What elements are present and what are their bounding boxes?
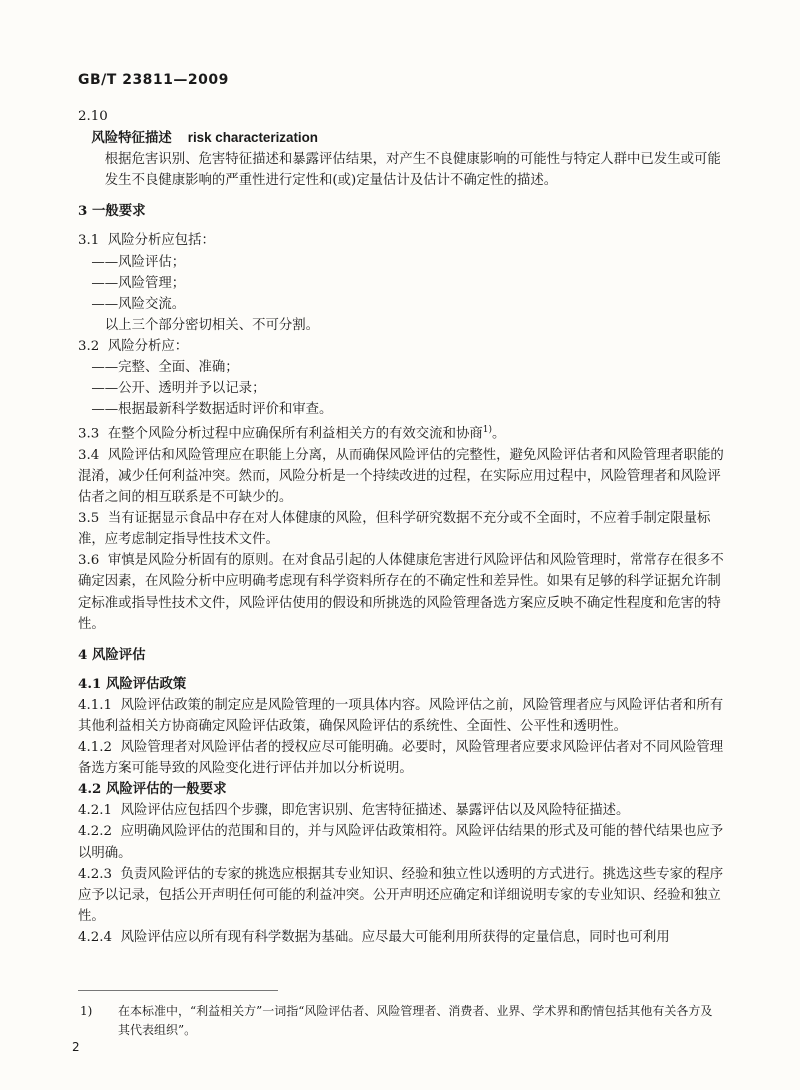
section-heading-4: 4 风险评估 — [78, 646, 146, 663]
clause-end: 。 — [492, 426, 506, 442]
clause-number: 3.4 — [78, 447, 100, 463]
footnote-mark: 1) — [80, 1004, 93, 1018]
clause-4-2-3 — [78, 864, 728, 927]
clause-text: 审慎是风险分析固有的原则。在对食品引起的人体健康危害进行风险评估和风险管理时，常常存在很多不确定因素，在风险分析中应明确考虑现有科学资料所存在的不确定性和差异性。如果有足够的科学证据允许制定标准或指导性技术文件，风险评估使用的假设和所挑选的风险管理备选方案应反映不确定性程度和危害的特性。 — [78, 553, 724, 632]
clause-4-2-1 — [78, 800, 728, 821]
term-chinese: 风险特征描述 — [91, 130, 172, 147]
clause-3-3 — [78, 420, 728, 445]
clause-text: 风险评估和风险管理应在职能上分离，从而确保风险评估的完整性，避免风险评估者和风险管理者职能的混淆，减少任何利益冲突。然而，风险分析是一个持续改进的过程，在实际应用过程中，风险管理者和风险评估者之间的相互联系是不可缺少的。 — [78, 447, 724, 506]
clause-3-2 — [78, 336, 728, 357]
clause-text: 风险分析应包括： — [107, 233, 215, 249]
clause-number: 4.2.4 — [78, 929, 113, 945]
clause-text: 风险评估应包括四个步骤，即危害识别、危害特征描述、暴露评估以及风险特征描述。 — [120, 803, 630, 819]
clause-text: 风险评估应以所有现有科学数据为基础。应尽最大可能利用所获得的定量信息，同时也可利用 — [120, 929, 670, 945]
clause-number: 2.10 — [78, 109, 108, 124]
clause-number: 4.2.3 — [78, 866, 113, 882]
clause-number: 3.5 — [78, 511, 100, 527]
clause-text: 风险管理者对风险评估者的授权应尽可能明确。必要时，风险管理者应要求风险评估者对不同风险管理备选方案可能导致的风险变化进行评估并加以分析说明。 — [78, 740, 724, 777]
clause-4-2-2 — [78, 821, 728, 863]
clause-number: 4.2.2 — [78, 824, 113, 840]
clause-4-1-2 — [78, 737, 728, 779]
list-item: ——风险管理； — [91, 275, 186, 291]
footnote — [80, 1002, 720, 1040]
clause-number: 3.2 — [78, 338, 100, 354]
footnote-ref: 1) — [482, 425, 492, 436]
list-item: ——完整、全面、准确； — [91, 360, 239, 376]
section-heading-3: 3 一般要求 — [78, 203, 146, 220]
term-definition: 根据危害识别、危害特征描述和暴露评估结果，对产生不良健康影响的可能性与特定人群中已发生或可能发生不良健康影响的严重性进行定性和(或)定量估计及估计不确定性的描述。 — [104, 152, 721, 189]
page-number: 2 — [72, 1040, 80, 1054]
subsection-heading-4-1: 4.1 风险评估政策 — [78, 675, 187, 692]
clause-number: 4.1.1 — [78, 697, 113, 713]
standard-code-header: GB/T 23811—2009 — [78, 72, 229, 88]
clause-3-5 — [78, 508, 728, 550]
clause-text: 在整个风险分析过程中应确保所有利益相关方的有效交流和协商 — [107, 426, 483, 442]
clause-4-1-1 — [78, 695, 728, 737]
clause-number: 4.2.1 — [78, 803, 113, 819]
clause-number: 4.1.2 — [78, 740, 113, 756]
clause-text: 负责风险评估的专家的挑选应根据其专业知识、经验和独立性以透明的方式进行。挑选这些专家的程序应予以记录，包括公开声明任何可能的利益冲突。公开声明还应确定和详细说明专家的专业知识、经验和独立性。 — [78, 866, 724, 924]
subsection-heading-4-2: 4.2 风险评估的一般要求 — [78, 781, 227, 798]
clause-3-4 — [78, 445, 728, 508]
clause-3-6 — [78, 550, 728, 634]
list-item: ——风险评估； — [91, 254, 186, 270]
list-item: ——公开、透明并予以记录； — [91, 381, 266, 397]
clause-number: 3.1 — [78, 233, 100, 249]
clause-text: 当有证据显示食品中存在对人体健康的风险，但科学研究数据不充分或不全面时，不应着手制定限量标准，应考虑制定指导性技术文件。 — [78, 511, 711, 548]
clause-number: 3.3 — [78, 426, 100, 442]
clause-text: 风险分析应： — [107, 338, 189, 354]
clause-4-2-4 — [78, 927, 728, 948]
term-english: risk characterization — [187, 130, 318, 146]
list-item: ——风险交流。 — [91, 296, 186, 312]
clause-number: 3.6 — [78, 553, 100, 569]
clause-closing: 以上三个部分密切相关、不可分割。 — [104, 317, 320, 333]
footnote-text: 在本标准中，“利益相关方”一词指“风险评估者、风险管理者、消费者、业界、学术界和酌情包括其他有关各方及其代表组织”。 — [118, 1004, 713, 1037]
footnote-divider — [78, 990, 278, 991]
document-body — [78, 106, 728, 948]
clause-text: 风险评估政策的制定应是风险管理的一项具体内容。风险评估之前，风险管理者应与风险评估者和所有其他利益相关方协商确定风险评估政策，确保风险评估的系统性、全面性、公平性和透明性。 — [78, 697, 724, 734]
list-item: ——根据最新科学数据适时评价和审查。 — [91, 402, 333, 418]
term-entry — [78, 127, 728, 149]
clause-3-1 — [78, 230, 728, 251]
clause-text: 应明确风险评估的范围和目的，并与风险评估政策相符。风险评估结果的形式及可能的替代结果也应予以明确。 — [78, 824, 724, 861]
